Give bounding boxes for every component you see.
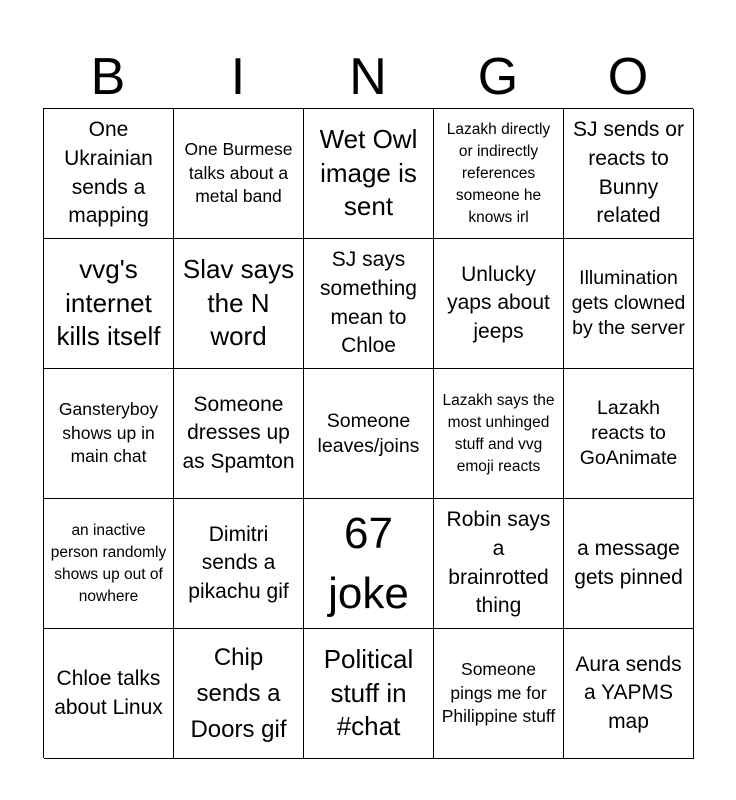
bingo-cell-r2c4[interactable]: [434, 239, 564, 369]
bingo-cell-r2c5[interactable]: [564, 239, 694, 369]
bingo-cell-r3c4[interactable]: [434, 369, 564, 499]
bingo-cell-text: Someone leaves/joins: [317, 409, 420, 457]
bingo-cell-text: Illumination gets clowned by the server: [571, 267, 686, 339]
bingo-cell-r5c5[interactable]: [564, 629, 694, 759]
bingo-cell-text: One Ukrainian sends a mapping: [64, 118, 153, 228]
bingo-cell-r4c3[interactable]: [304, 499, 434, 629]
bingo-cell-r1c5[interactable]: [564, 109, 694, 239]
bingo-cell-text: Chloe talks about Linux: [54, 666, 163, 719]
bingo-cell-r4c4[interactable]: [434, 499, 564, 629]
bingo-cell-r1c2[interactable]: [174, 109, 304, 239]
bingo-cell-text: SJ says something mean to Chloe: [320, 248, 417, 358]
bingo-cell-r3c2[interactable]: [174, 369, 304, 499]
bingo-header: [43, 46, 693, 108]
bingo-cell-text: a message gets pinned: [574, 536, 683, 589]
bingo-cell-r4c1[interactable]: [44, 499, 174, 629]
bingo-cell-r1c3[interactable]: [304, 109, 434, 239]
bingo-cell-r5c4[interactable]: [434, 629, 564, 759]
bingo-cell-text: Gansteryboy shows up in main chat: [58, 399, 159, 467]
header-letter-n: N: [349, 48, 387, 106]
bingo-cell-text: Someone dresses up as Spamton: [182, 392, 295, 473]
header-letter-o: O: [607, 48, 649, 106]
bingo-cell-text: Lazakh says the most unhinged stuff and vvg emoji reacts: [442, 391, 555, 475]
bingo-cell-text: Lazakh reacts to GoAnimate: [579, 397, 678, 469]
bingo-cell-text: Dimitri sends a pikachu gif: [188, 522, 289, 603]
bingo-cell-r3c1[interactable]: [44, 369, 174, 499]
bingo-cell-text: SJ sends or reacts to Bunny related: [573, 118, 684, 228]
bingo-cell-text: Someone pings me for Philippine stuff: [441, 659, 556, 727]
header-letter-g: G: [477, 48, 519, 106]
bingo-cell-r5c1[interactable]: [44, 629, 174, 759]
bingo-cell-text: 67 joke: [328, 509, 409, 618]
bingo-cell-text: Lazakh directly or indirectly references someone he knows irl: [446, 120, 551, 226]
bingo-cell-text: vvg's internet kills itself: [56, 253, 161, 352]
bingo-cell-text: Slav says the N word: [182, 253, 295, 352]
bingo-cell-r4c5[interactable]: [564, 499, 694, 629]
bingo-cell-text: Robin says a brainrotted thing: [446, 508, 551, 618]
bingo-cell-text: Chip sends a Doors gif: [190, 643, 287, 743]
bingo-cell-r2c3[interactable]: [304, 239, 434, 369]
header-letter-b: B: [90, 48, 126, 106]
bingo-cell-r5c2[interactable]: [174, 629, 304, 759]
bingo-cell-text: Political stuff in #chat: [323, 643, 414, 742]
bingo-cell-r3c5[interactable]: [564, 369, 694, 499]
bingo-cell-r1c4[interactable]: [434, 109, 564, 239]
header-letter-i: I: [230, 48, 246, 106]
bingo-cell-text: an inactive person randomly shows up out of nowhere: [50, 521, 167, 605]
bingo-cell-r4c2[interactable]: [174, 499, 304, 629]
bingo-cell-text: Unlucky yaps about jeeps: [447, 262, 550, 343]
bingo-cell-r3c3[interactable]: [304, 369, 434, 499]
bingo-cell-r5c3[interactable]: [304, 629, 434, 759]
bingo-cell-text: One Burmese talks about a metal band: [184, 139, 293, 207]
bingo-card-grid: [43, 108, 693, 758]
bingo-cell-text: Wet Owl image is sent: [319, 123, 418, 222]
bingo-cell-r2c1[interactable]: [44, 239, 174, 369]
bingo-cell-text: Aura sends a YAPMS map: [575, 652, 682, 733]
bingo-cell-r2c2[interactable]: [174, 239, 304, 369]
bingo-cell-r1c1[interactable]: [44, 109, 174, 239]
